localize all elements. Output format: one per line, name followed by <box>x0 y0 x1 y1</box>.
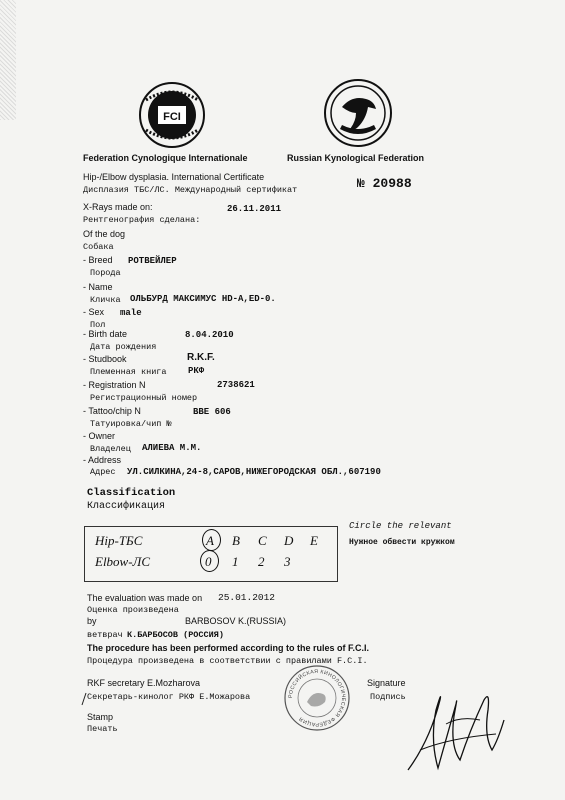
by-value-en: BARBOSOV K.(RUSSIA) <box>185 616 287 626</box>
tattoo-label-ru: Татуировка/чип № <box>90 419 172 429</box>
signature-icon <box>400 680 510 780</box>
dog-label-en: Of the dog <box>83 229 126 239</box>
studbook-label-ru: Племенная книга <box>90 367 167 377</box>
xray-label-en: X-Rays made on: <box>83 202 153 212</box>
org-right: Russian Kynological Federation <box>287 153 425 163</box>
address-label-ru: Адрес <box>90 467 116 477</box>
svg-text:РОССИЙСКАЯ КИНОЛОГИЧЕСКАЯ ФЕДЕ: РОССИЙСКАЯ КИНОЛОГИЧЕСКАЯ ФЕДЕРАЦИЯ <box>287 668 347 728</box>
signature-label-en: Signature <box>367 678 406 688</box>
tattoo-value: ВВЕ 606 <box>193 407 231 417</box>
birth-value: 8.04.2010 <box>185 330 234 340</box>
name-label-ru: Кличка <box>90 295 121 305</box>
evaluation-date: 25.01.2012 <box>218 592 276 603</box>
hip-grade-e: E <box>310 533 318 548</box>
signature-label-ru: Подпись <box>370 692 406 702</box>
circle-note-ru: Нужное обвести кружком <box>349 538 455 547</box>
title-ru: Дисплазия ТБС/ЛС. Международный сертификат <box>83 185 298 195</box>
reg-value: 2738621 <box>217 380 255 390</box>
studbook-value-en: R.K.F. <box>187 352 215 363</box>
reg-label-ru: Регистрационный номер <box>90 393 198 403</box>
secretary-en: RKF secretary E.Mozharova <box>87 678 201 688</box>
evaluation-label-ru: Оценка произведена <box>87 605 179 615</box>
certificate-number: № 20988 <box>357 176 412 191</box>
sex-label-ru: Пол <box>90 320 106 330</box>
owner-value: АЛИЕВА М.М. <box>142 443 202 453</box>
studbook-label-en: - Studbook <box>83 354 127 364</box>
studbook-value-ru: РКФ <box>188 366 205 376</box>
breed-label-en: - Breed <box>83 255 113 265</box>
title-en: Hip-/Elbow dysplasia. International Certificate <box>83 172 265 182</box>
stamp-label-ru: Печать <box>87 724 118 734</box>
rkf-seal-icon <box>283 664 351 732</box>
scan-noise <box>0 0 16 120</box>
org-left: Federation Cynologique Internationale <box>83 153 248 163</box>
fci-logo-icon <box>136 80 208 150</box>
hip-grade-b: B <box>232 533 240 548</box>
rkf-logo-icon <box>322 77 394 149</box>
procedure-ru: Процедура произведена в соответствии с правилами F.C.I. <box>87 656 368 666</box>
birth-label-ru: Дата рождения <box>90 342 157 352</box>
name-label-en: - Name <box>83 282 113 292</box>
xray-date: 26.11.2011 <box>227 204 282 214</box>
hip-grade-a: A <box>206 533 214 548</box>
name-value: ОЛЬБУРД МАКСИМУС HD-A,ED-0. <box>130 294 276 304</box>
hip-label: Hip-ТБС <box>95 533 143 548</box>
classification-title-ru: Классификация <box>87 501 166 512</box>
elbow-grade-1: 1 <box>232 554 239 569</box>
birth-label-en: - Birth date <box>83 329 128 339</box>
sex-value: male <box>120 308 142 318</box>
circle-note-en: Circle the relevant <box>349 521 452 531</box>
svg-text:FCI: FCI <box>163 111 181 123</box>
elbow-label: Elbow-ЛС <box>95 554 151 569</box>
vet-label-ru: ветврач <box>87 630 123 640</box>
dog-label-ru: Собака <box>83 242 114 252</box>
elbow-grade-3: 3 <box>284 554 291 569</box>
stamp-label-en: Stamp <box>87 712 114 722</box>
owner-label-ru: Владелец <box>90 444 131 454</box>
breed-label-ru: Порода <box>90 268 121 278</box>
by-label: by <box>87 616 97 626</box>
secretary-ru: Секретарь-кинолог РКФ Е.Можарова <box>87 692 251 702</box>
address-label-en: - Address <box>83 455 122 465</box>
classification-title-en: Classification <box>87 487 176 499</box>
tattoo-label-en: - Tattoo/chip N <box>83 406 141 416</box>
hip-grade-c: C <box>258 533 267 548</box>
evaluation-label-en: The evaluation was made on <box>87 593 203 603</box>
breed-value: РОТВЕЙЛЕР <box>128 256 177 266</box>
elbow-grade-2: 2 <box>258 554 265 569</box>
reg-label-en: - Registration N <box>83 380 146 390</box>
elbow-grade-0: 0 <box>205 554 212 569</box>
margin-tick-icon <box>80 692 88 706</box>
procedure-en: The procedure has been performed according to the rules of F.C.I. <box>87 643 370 653</box>
sex-label-en: - Sex <box>83 307 105 317</box>
address-value: УЛ.СИЛКИНА,24-8,САРОВ,НИЖЕГОРОДСКАЯ ОБЛ.,607190 <box>127 467 381 477</box>
by-value-ru: К.БАРБОСОВ (РОССИЯ) <box>127 630 224 640</box>
owner-label-en: - Owner <box>83 431 116 441</box>
hip-grade-d: D <box>284 533 294 548</box>
xray-label-ru: Рентгенография сделана: <box>83 215 201 225</box>
